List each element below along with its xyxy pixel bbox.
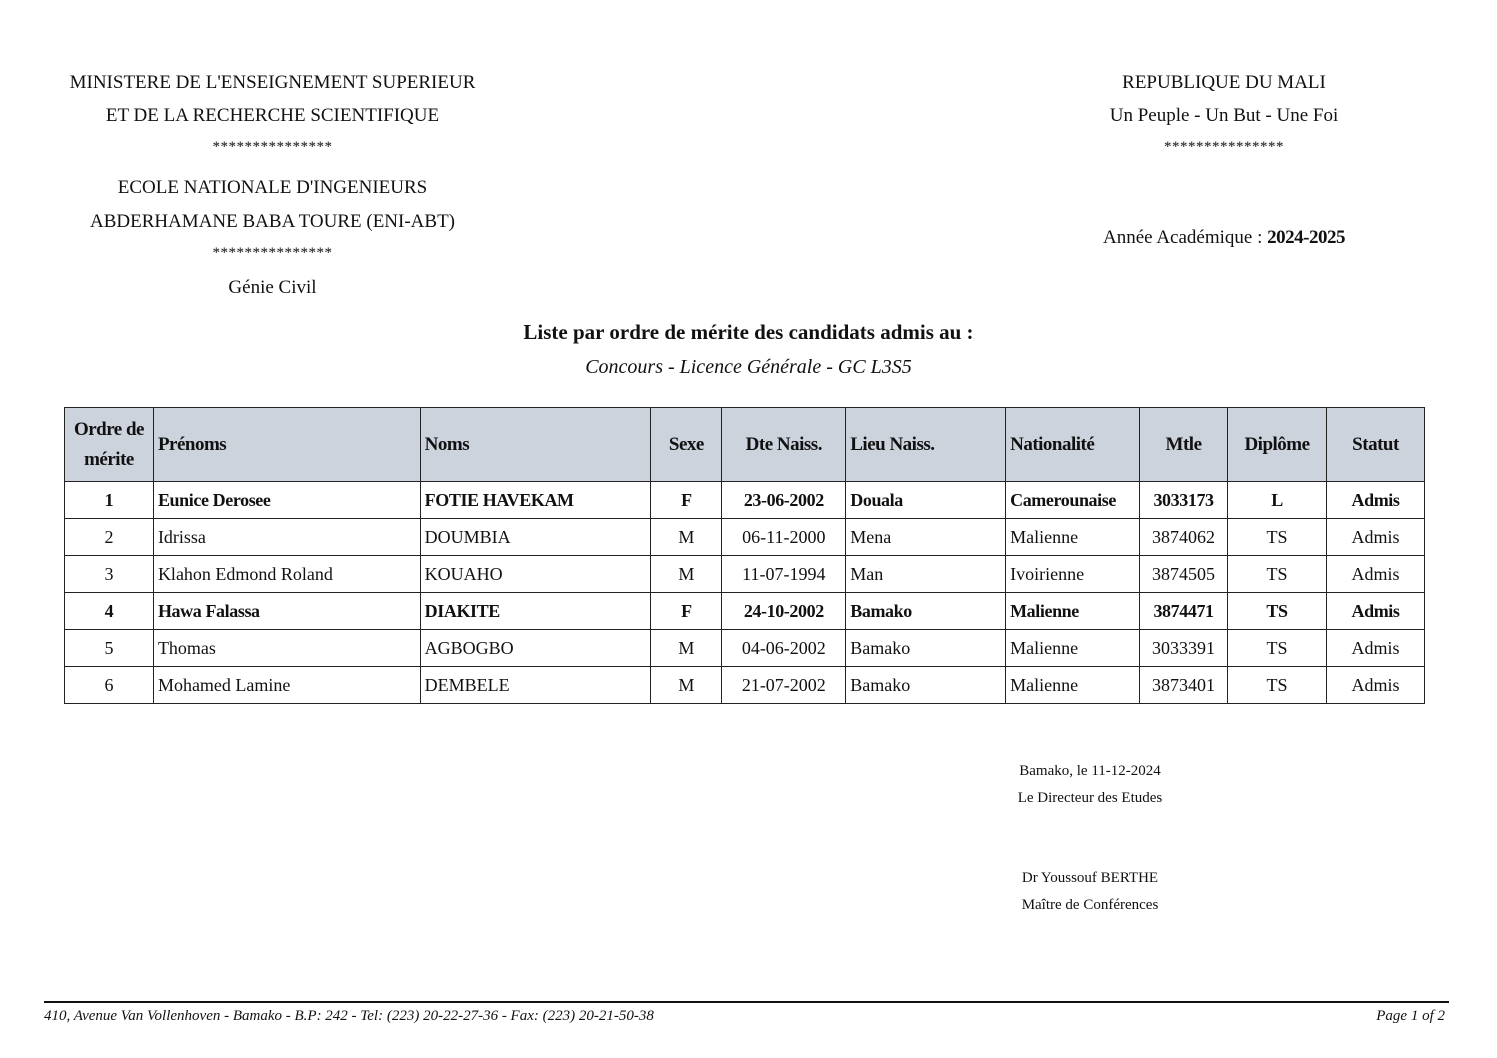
cell-diploma: TS <box>1228 667 1327 704</box>
cell-birth-place: Mena <box>846 519 1006 556</box>
cell-sex: M <box>651 556 722 593</box>
cell-status: Admis <box>1326 482 1424 519</box>
ministry-line-2: ET DE LA RECHERCHE SCIENTIFIQUE <box>105 105 440 126</box>
cell-nationality: Malienne <box>1006 630 1140 667</box>
signature-role: Le Directeur des Etudes <box>1017 790 1163 806</box>
cell-birth-date: 04-06-2002 <box>722 630 846 667</box>
cell-rank: 2 <box>65 519 154 556</box>
cell-sex: F <box>651 593 722 630</box>
cell-last-names: DOUMBIA <box>420 519 651 556</box>
signature-rank: Maître de Conférences <box>1021 897 1159 913</box>
table-row <box>65 630 1425 667</box>
signature-name: Dr Youssouf BERTHE <box>1021 870 1159 886</box>
header-status: Statut <box>1326 408 1424 482</box>
cell-diploma: TS <box>1228 593 1327 630</box>
results-table <box>64 407 1425 704</box>
cell-diploma: L <box>1228 482 1327 519</box>
cell-last-names: DIAKITE <box>420 593 651 630</box>
cell-birth-place: Bamako <box>846 667 1006 704</box>
cell-nationality: Malienne <box>1006 593 1140 630</box>
cell-birth-place: Man <box>846 556 1006 593</box>
header-last-names: Noms <box>420 408 651 482</box>
cell-status: Admis <box>1326 667 1424 704</box>
cell-birth-date: 21-07-2002 <box>722 667 846 704</box>
header-nationality: Nationalité <box>1006 408 1140 482</box>
header-sex: Sexe <box>651 408 722 482</box>
separator-stars-right: *************** <box>1164 139 1284 155</box>
academic-year <box>1060 227 1388 249</box>
cell-status: Admis <box>1326 593 1424 630</box>
cell-diploma: TS <box>1228 556 1327 593</box>
header-registration: Mtle <box>1140 408 1228 482</box>
country-motto: Un Peuple - Un But - Une Foi <box>1109 105 1339 126</box>
page-number: Page 1 of 2 <box>1376 1008 1445 1024</box>
cell-first-names: Idrissa <box>153 519 420 556</box>
ministry-line-1: MINISTERE DE L'ENSEIGNEMENT SUPERIEUR <box>69 72 476 93</box>
academic-year-label: Année Académique : <box>1103 227 1268 248</box>
cell-rank: 5 <box>65 630 154 667</box>
separator-stars-left-2: *************** <box>212 245 333 261</box>
cell-last-names: DEMBELE <box>420 667 651 704</box>
cell-status: Admis <box>1326 630 1424 667</box>
cell-last-names: AGBOGBO <box>420 630 651 667</box>
country-name: REPUBLIQUE DU MALI <box>1122 72 1326 93</box>
cell-birth-place: Bamako <box>846 593 1006 630</box>
header-birth-date: Dte Naiss. <box>722 408 846 482</box>
table-row <box>65 667 1425 704</box>
footer-address: 410, Avenue Van Vollenhoven - Bamako - B.P: 242 - Tel: (223) 20-22-27-36 - Fax: (223) 20-21-50-38 <box>44 1008 654 1024</box>
department: Génie Civil <box>228 277 317 298</box>
cell-first-names: Eunice Derosee <box>153 482 420 519</box>
cell-sex: M <box>651 630 722 667</box>
table-row <box>65 556 1425 593</box>
cell-registration: 3874505 <box>1140 556 1228 593</box>
cell-nationality: Malienne <box>1006 519 1140 556</box>
signature-place-date: Bamako, le 11-12-2024 <box>1019 763 1161 779</box>
cell-registration: 3033173 <box>1140 482 1228 519</box>
cell-birth-date: 23-06-2002 <box>722 482 846 519</box>
cell-birth-date: 11-07-1994 <box>722 556 846 593</box>
cell-registration: 3874062 <box>1140 519 1228 556</box>
cell-rank: 1 <box>65 482 154 519</box>
cell-last-names: FOTIE HAVEKAM <box>420 482 651 519</box>
header-birth-place: Lieu Naiss. <box>846 408 1006 482</box>
footer-divider <box>44 1001 1449 1003</box>
list-title: Liste par ordre de mérite des candidats admis au : <box>523 320 974 344</box>
header-first-names: Prénoms <box>153 408 420 482</box>
academic-year-value: 2024-2025 <box>1267 227 1345 248</box>
cell-nationality: Malienne <box>1006 667 1140 704</box>
cell-nationality: Ivoirienne <box>1006 556 1140 593</box>
cell-birth-date: 24-10-2002 <box>722 593 846 630</box>
cell-first-names: Mohamed Lamine <box>153 667 420 704</box>
table-header-row <box>65 408 1425 482</box>
header-diploma: Diplôme <box>1228 408 1327 482</box>
cell-sex: M <box>651 519 722 556</box>
cell-last-names: KOUAHO <box>420 556 651 593</box>
table-row <box>65 593 1425 630</box>
cell-diploma: TS <box>1228 630 1327 667</box>
cell-first-names: Hawa Falassa <box>153 593 420 630</box>
cell-sex: F <box>651 482 722 519</box>
table-row <box>65 519 1425 556</box>
cell-diploma: TS <box>1228 519 1327 556</box>
cell-rank: 6 <box>65 667 154 704</box>
cell-registration: 3873401 <box>1140 667 1228 704</box>
table-row <box>65 482 1425 519</box>
separator-stars-left-1: *************** <box>212 139 333 155</box>
cell-registration: 3033391 <box>1140 630 1228 667</box>
school-line-2: ABDERHAMANE BABA TOURE (ENI-ABT) <box>89 211 456 232</box>
cell-status: Admis <box>1326 556 1424 593</box>
cell-first-names: Klahon Edmond Roland <box>153 556 420 593</box>
cell-birth-place: Douala <box>846 482 1006 519</box>
cell-sex: M <box>651 667 722 704</box>
cell-birth-place: Bamako <box>846 630 1006 667</box>
cell-rank: 4 <box>65 593 154 630</box>
cell-rank: 3 <box>65 556 154 593</box>
school-line-1: ECOLE NATIONALE D'INGENIEURS <box>117 177 428 198</box>
cell-status: Admis <box>1326 519 1424 556</box>
cell-nationality: Camerounaise <box>1006 482 1140 519</box>
header-rank: Ordre de mérite <box>65 408 154 482</box>
cell-registration: 3874471 <box>1140 593 1228 630</box>
cell-birth-date: 06-11-2000 <box>722 519 846 556</box>
list-subtitle: Concours - Licence Générale - GC L3S5 <box>585 356 912 378</box>
cell-first-names: Thomas <box>153 630 420 667</box>
